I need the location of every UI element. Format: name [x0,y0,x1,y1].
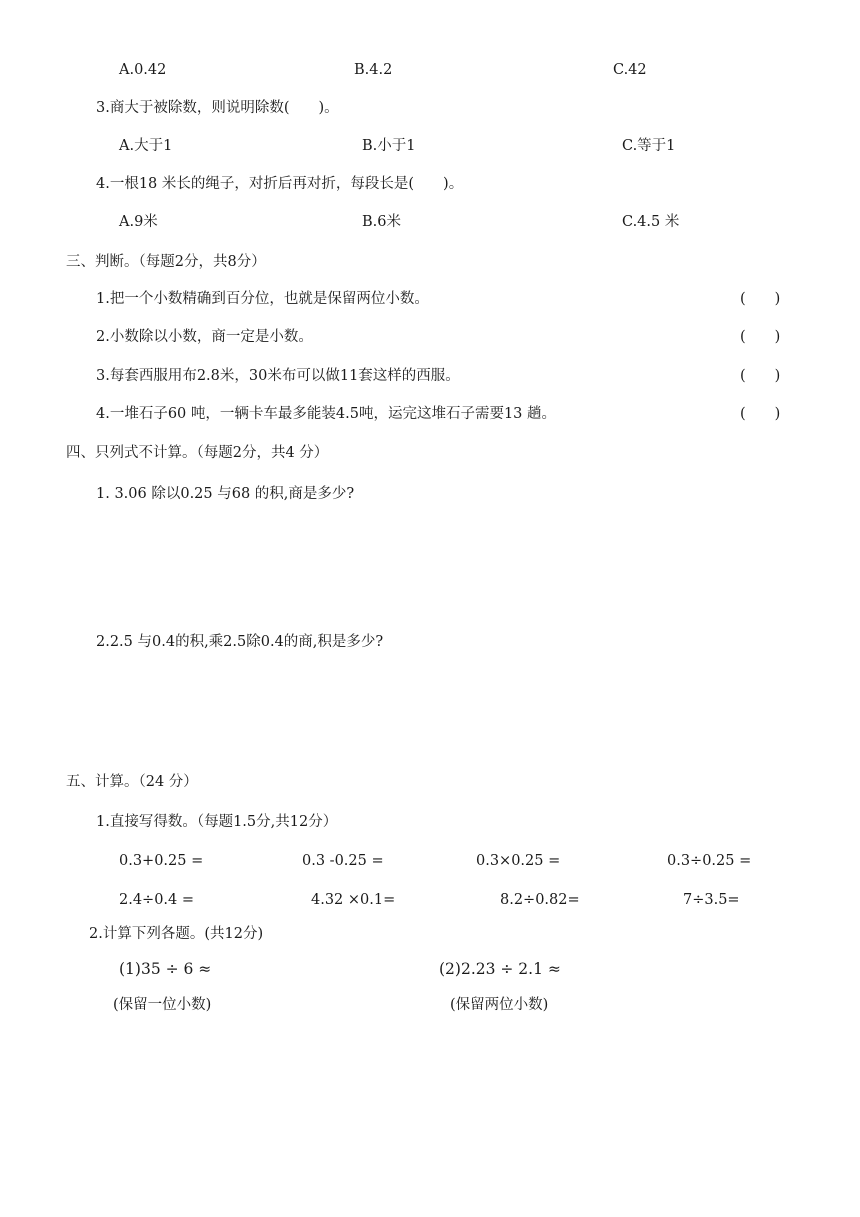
judge-answer-bracket-2: ( ) [740,329,781,345]
judge-item-3: 3.每套西服用布2.8米，30米布可以做11套这样的西服。 [96,368,460,384]
section3-heading: 三、判断。（每题2分，共8分） [66,254,266,270]
expression-question-2: 2.2.5 与0.4的积,乘2.5除0.4的商,积是多少? [96,634,384,650]
judge-item-4: 4.一堆石子60 吨，一辆卡车最多能装4.5吨，运完这堆石子需要13 趟。 [96,406,557,422]
oral-calc-5: 2.4÷0.4 = [119,892,195,908]
expression-question-1: 1. 3.06 除以0.25 与68 的积,商是多少? [96,486,355,502]
section4-heading: 四、只列式不计算。（每题2分，共4 分） [66,445,329,461]
judge-answer-bracket-4: ( ) [740,406,781,422]
judge-item-2: 2.小数除以小数，商一定是小数。 [96,329,313,345]
q3-option-a: A.大于1 [119,138,173,154]
q2-option-a: A.0.42 [119,62,167,78]
q2-option-c: C.42 [613,62,647,78]
q4-option-b: B.6米 [362,214,401,230]
calc-problem-2: (2)2.23 ÷ 2.1 ≈ [439,960,561,978]
section5-heading: 五、计算。（24 分） [66,774,198,790]
oral-calc-8: 7÷3.5= [683,892,740,908]
oral-calc-4: 0.3÷0.25 = [667,853,752,869]
judge-item-1: 1.把一个小数精确到百分位，也就是保留两位小数。 [96,291,429,307]
oral-calc-2: 0.3 -0.25 = [302,853,384,869]
judge-answer-bracket-3: ( ) [740,368,781,384]
calc-problem-1: (1)35 ÷ 6 ≈ [119,960,212,978]
q4-option-c: C.4.5 米 [622,214,680,230]
q4-text: 4.一根18 米长的绳子，对折后再对折，每段长是( )。 [96,176,464,192]
oral-calc-1: 0.3+0.25 = [119,853,204,869]
direct-answer-heading: 1.直接写得数。（每题1.5分,共12分） [96,814,338,830]
judge-answer-bracket-1: ( ) [740,291,781,307]
calc-heading: 2.计算下列各题。(共12分) [89,926,264,942]
oral-calc-7: 8.2÷0.82= [500,892,580,908]
q4-option-a: A.9米 [119,214,158,230]
q3-option-b: B.小于1 [362,138,416,154]
oral-calc-3: 0.3×0.25 = [476,853,561,869]
oral-calc-6: 4.32 ×0.1= [311,892,396,908]
calc-problem-2-note: (保留两位小数) [450,997,549,1013]
calc-problem-1-note: (保留一位小数) [113,997,212,1013]
q3-option-c: C.等于1 [622,138,676,154]
q2-option-b: B.4.2 [354,62,393,78]
q3-text: 3.商大于被除数，则说明除数( )。 [96,100,339,116]
